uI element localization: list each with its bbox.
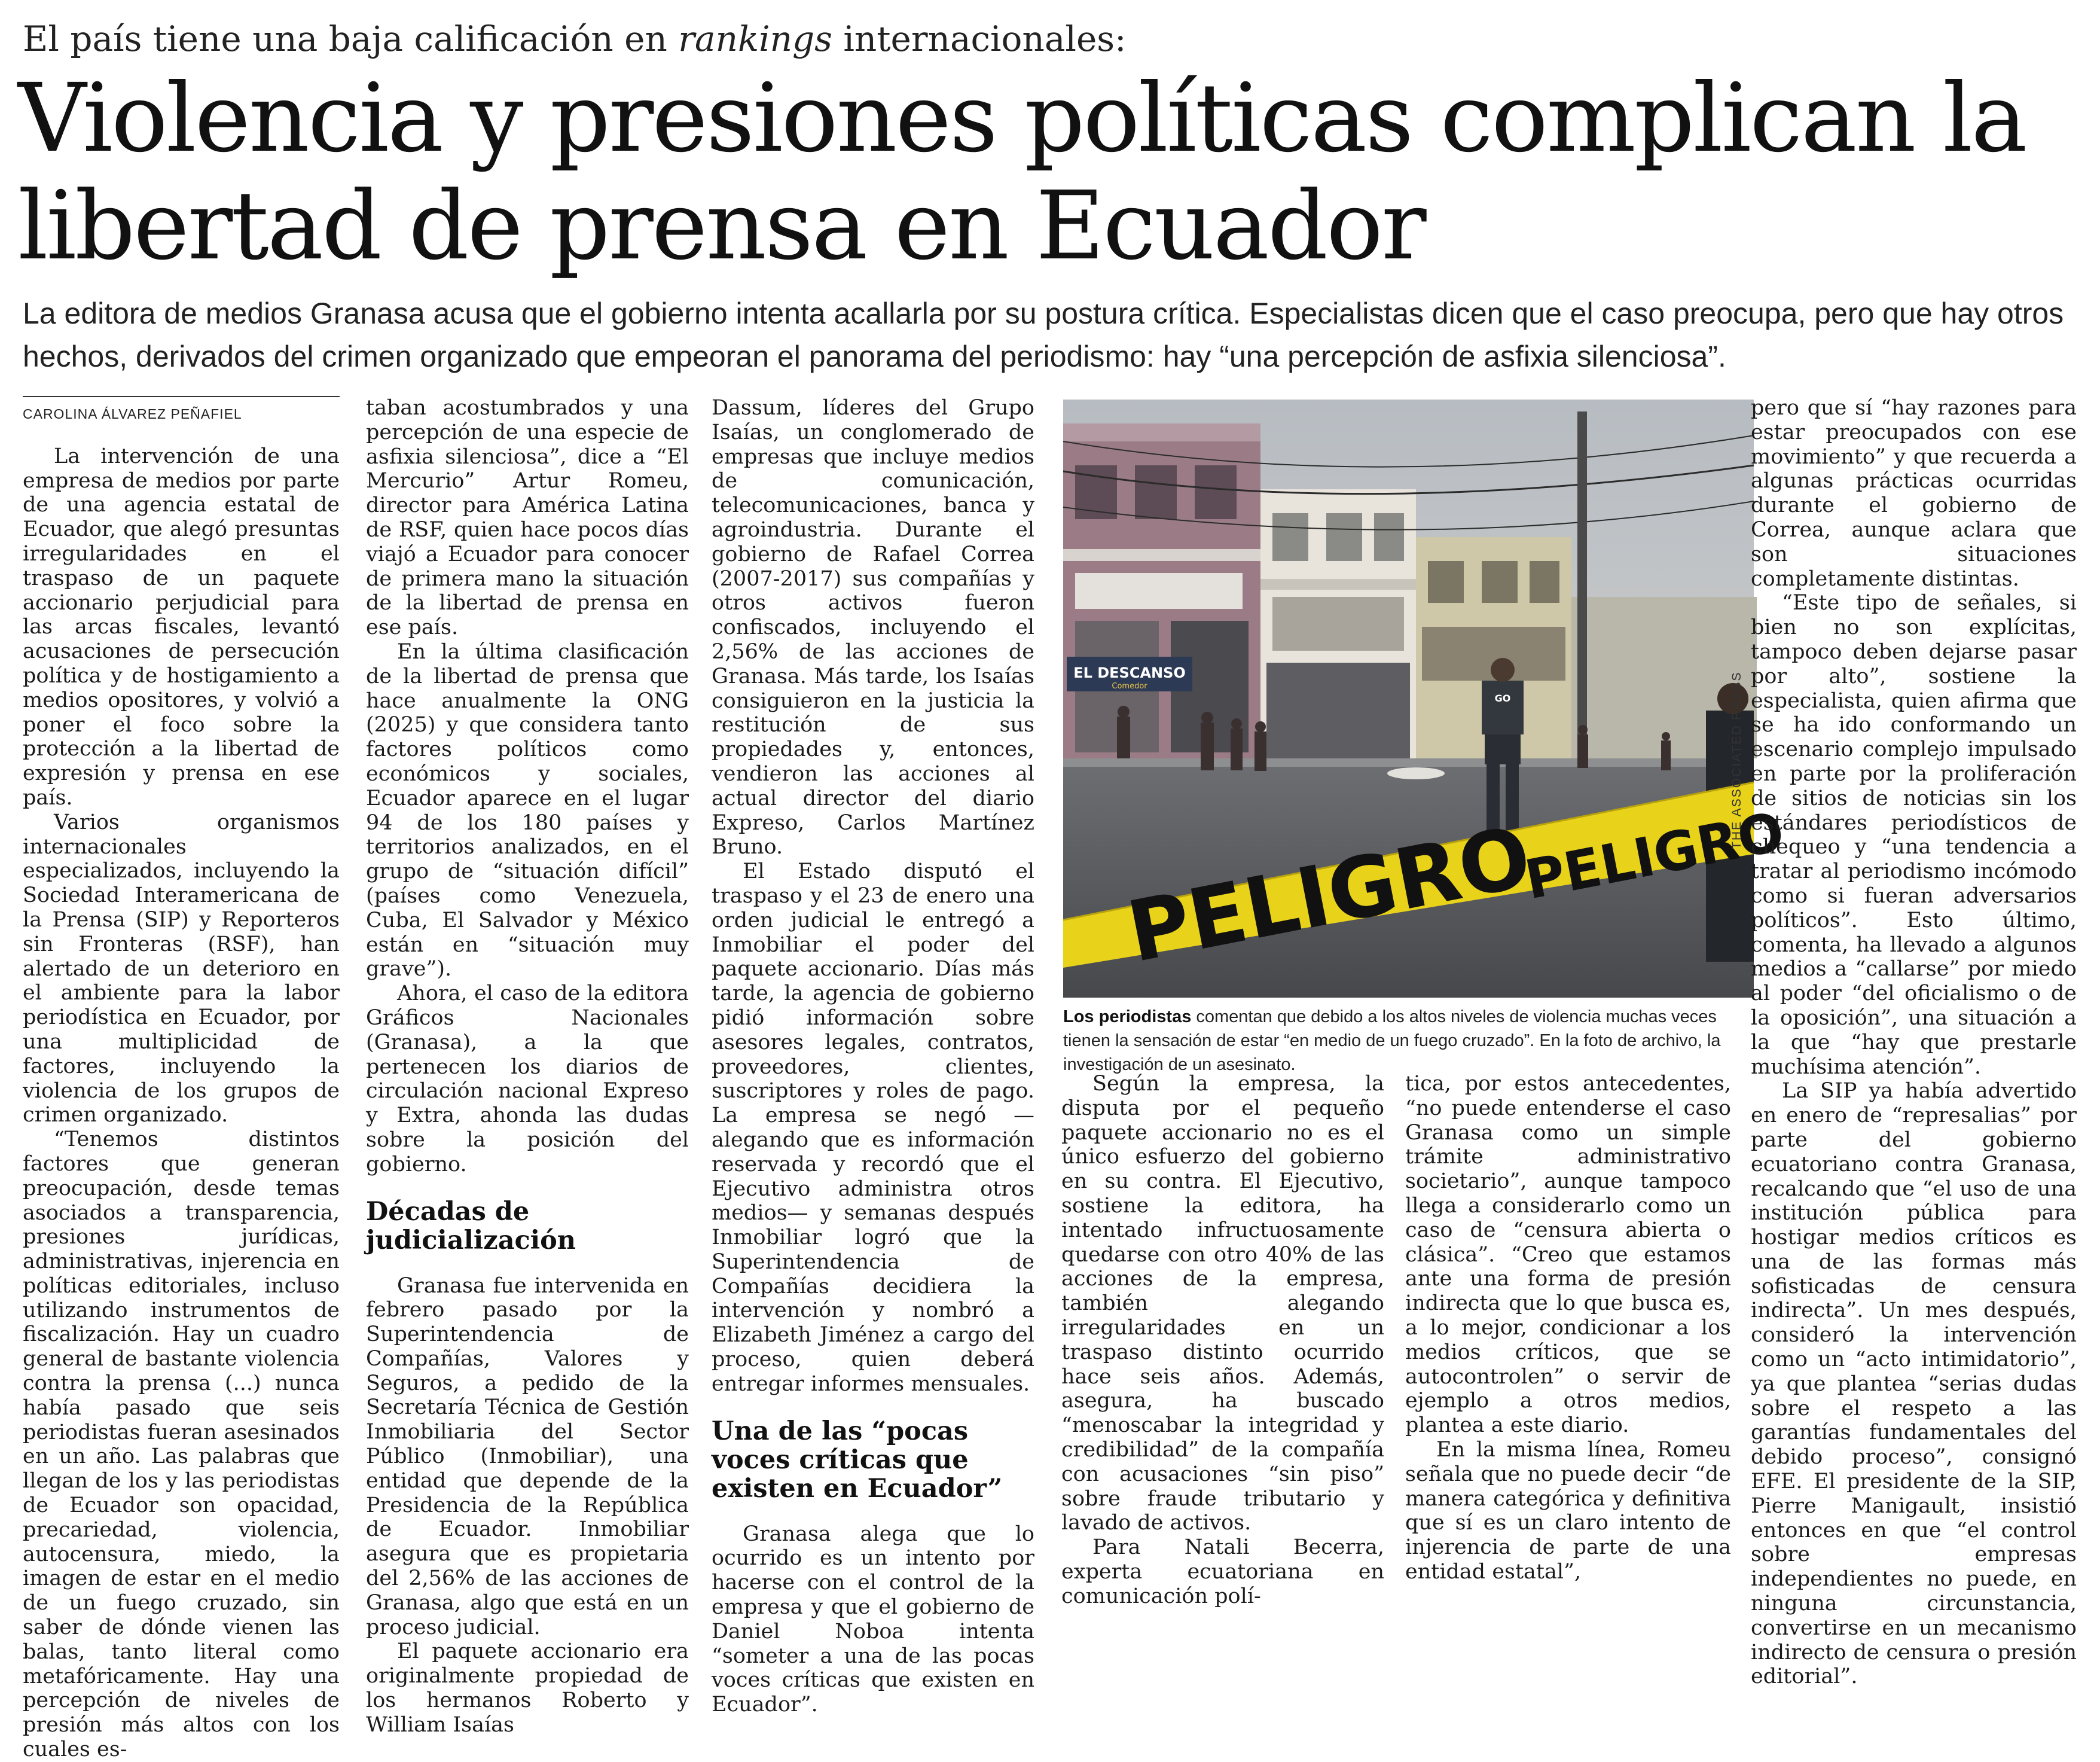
paragraph: Según la empresa, la disputa por el pequeño paquete accionario no es el único esfuerzo del gobierno en su contra. El Ejecutivo, sostiene la editora, ha intentado infructuosamente quedarse con otro 40% de las acciones de la empresa, también alegando irregularidades en un traspaso distinto ocurrido hace seis años. Además, asegura, ha buscado “menoscabar la integridad y credibilidad” de la compañía con acusaciones “sin piso” sobre fraude tributario y lavado de activos. xyxy=(1061,1072,1384,1535)
kicker-text-end: internacionales: xyxy=(832,19,1127,59)
article-column-1 xyxy=(23,396,340,1762)
subhead-decadas: Décadas de judicialización xyxy=(366,1196,576,1255)
paragraph: En la misma línea, Romeu señala que no puede decir “de manera categórica y definitiva que sí es un claro intento de injerencia de parte de una entidad estatal”, xyxy=(1405,1437,1731,1584)
utility-pole xyxy=(1577,411,1587,758)
photo-credit: THE ASSOCIATED PRESS xyxy=(1730,671,1744,849)
article-column-5 xyxy=(1405,1072,1731,1584)
paragraph: pero que sí “hay razones para estar preocupados con ese movimiento” y que recuerda a algunas prácticas ocurridas durante el gobierno de Correa, aunque aclara que son situaciones completamente distintas. xyxy=(1751,396,2077,591)
kicker-text: El país tiene una baja calificación en xyxy=(23,19,679,59)
paragraph: La SIP ya había advertido en enero de “represalias” por parte del gobierno ecuatoriano contra Granasa, recalcando que “el uso de una institución pública para hostigar medios críticos es una de las formas más sofisticadas de censura indirecta”. Un mes después, consideró la intervención como un “acto intimidatorio”, ya que plantea “serias dudas sobre el respeto a las garantías fundamentales del debido proceso”, consignó EFE. El presidente de la SIP, Pierre Manigault, insistió entonces en que “el control sobre empresas independientes no puede, en ninguna circunstancia, convertirse en un mecanismo indirecto de censura o presión editorial”. xyxy=(1751,1079,2077,1689)
dek: La editora de medios Granasa acusa que el gobierno intenta acallarla por su postura crítica. Especialistas dicen que el caso preocupa, pero que hay otros hechos, derivados del crimen organizado que empeoran el panorama del periodismo: hay “una percepción de asfixia silenciosa”. xyxy=(23,297,2064,373)
paragraph: Ahora, el caso de la editora Gráficos Nacionales (Granasa), a la que pertenecen los diarios de circulación nacional Expreso y Extra, ahonda las dudas sobre la posición del gobierno. xyxy=(366,981,689,1176)
paragraph: Granasa fue intervenida en febrero pasado por la Superintendencia de Compañías, Valores y Seguros, a pedido de la Secretaría Técnica de Gestión Inmobiliaria del Sector Público (Inmobiliar), una entidad que depende de la Presidencia de la República de Ecuador. Inmobiliar asegura que es propietaria del 2,56% de las acciones de Granasa, algo que está en un proceso judicial. xyxy=(366,1273,689,1639)
article-column-3 xyxy=(712,396,1034,1717)
vest-text: GO xyxy=(1494,693,1511,704)
headline: Violencia y presiones políticas complican la libertad de prensa en Ecuador xyxy=(18,63,2026,281)
article-column-6 xyxy=(1751,396,2077,1689)
crime-scene-photo xyxy=(1063,400,1790,998)
tape-text-right: PELIGRO xyxy=(1520,800,1790,912)
paragraph: tica, por estos antecedentes, “no puede entenderse el caso Granasa como un simple trámite administrativo societario”, aunque tampoco llega a considerarlo como un caso de “censura abierta o clásica”. “Creo que estamos ante una forma de presión indirecta que lo que busca es, a lo mejor, condicionar a los medios críticos, que se autocontrolen” o servir de ejemplo a otros medios, plantea a este diario. xyxy=(1405,1072,1731,1438)
shop-sign-subtext: Comedor xyxy=(1112,682,1147,691)
kicker-italic: rankings xyxy=(678,19,832,59)
caption-text: comentan que debido a los altos niveles de violencia muchas veces tienen la sensación de estar “en medio de un fuego cruzado”. En la foto de archivo, la investigación de un asesinato. xyxy=(1063,1007,1721,1074)
shop-sign-text: EL DESCANSO xyxy=(1073,664,1186,681)
paragraph: Granasa alega que lo ocurrido es un intento por hacerse con el control de la empresa y que el gobierno de Daniel Noboa intenta “someter a una de las pocas voces críticas que existen en Ecuador”. xyxy=(712,1522,1034,1717)
paragraph: El paquete accionario era originalmente propiedad de los hermanos Roberto y William Isaías xyxy=(366,1639,689,1737)
caption-lead: Los periodistas xyxy=(1063,1007,1192,1026)
covered-body xyxy=(1387,767,1445,779)
photo-caption xyxy=(1063,1005,1739,1077)
paragraph: Varios organismos internacionales especializados, incluyendo la Sociedad Interamericana de la Prensa (SIP) y Reporteros sin Fronteras (RSF), han alertado de un deterioro en el ambiente para la labor periodística en Ecuador, por una multiplicidad de factores, incluyendo la violencia de los grupos de crimen organizado. xyxy=(23,810,340,1127)
byline: CAROLINA ÁLVAREZ PEÑAFIEL xyxy=(23,396,340,426)
paragraph: “Este tipo de señales, si bien no son explícitas, tampoco deben dejarse pasar por alto”, sostiene la especialista, quien afirma que se ha ido conformando un escenario complejo impulsado en parte por la proliferación de sitios de noticias sin los estándares periodísticos de chequeo y “una tendencia a tratar al periodismo incómodo como si fueran adversarios políticos”. Esto último, comenta, ha llevado a algunos medios a “callarse” por miedo al poder “del oficialismo o de la oposición”, una situación a la que “hay que prestarle muchísima atención”. xyxy=(1751,591,2077,1079)
paragraph: Para Natali Becerra, experta ecuatoriana en comunicación polí- xyxy=(1061,1535,1384,1608)
article-column-4 xyxy=(1061,1072,1384,1608)
kicker xyxy=(23,17,2068,61)
paragraph: “Tenemos distintos factores que generan preocupación, desde temas asociados a transparencia, presiones jurídicas, administrativas, injerencia en políticas editoriales, incluso utilizando instrumentos de fiscalización. Hay un cuadro general de bastante violencia contra la prensa (...) nunca había pasado que seis periodistas fueran asesinados en un año. Las palabras que llegan de los y las periodistas de Ecuador son opacidad, precariedad, violencia, autocensura, miedo, la imagen de estar en el medio de un fuego cruzado, sin saber de dónde vienen las balas, tanto literal como metafóricamente. Hay una percepción de niveles de presión más altos con los cuales es- xyxy=(23,1127,340,1762)
news-photo xyxy=(1063,400,1790,998)
article-column-2 xyxy=(366,396,689,1737)
paragraph: En la última clasificación de la libertad de prensa que hace anualmente la ONG (2025) y que considera tanto factores políticos como económicos y sociales, Ecuador aparece en el lugar 94 de los 180 países y territorios analizados, en el grupo de “situación difícil” (países como Venezuela, Cuba, El Salvador y México están en “situación muy grave”). xyxy=(366,639,689,981)
paragraph: Dassum, líderes del Grupo Isaías, un conglomerado de empresas que incluye medios de comunicación, telecomunicaciones, banca y agroindustria. Durante el gobierno de Rafael Correa (2007-2017) sus compañías y otros activos fueron confiscados, incluyendo el 2,56% de las acciones de Granasa. Más tarde, los Isaías consiguieron en la justicia la restitución de sus propiedades y, entonces, vendieron las acciones al actual director del diario Expreso, Carlos Martínez Bruno. xyxy=(712,396,1034,859)
paragraph: El Estado disputó el traspaso y el 23 de enero una orden judicial le entregó a Inmobiliar el poder del paquete accionario. Días más tarde, la agencia de gobierno pidió información sobre asesores legales, contratos, proveedores, clientes, suscriptores y roles de pago. La empresa se negó —alegando que es información reservada y recordó que el Ejecutivo administra otros medios— y semanas después Inmobiliar logró que la Superintendencia de Compañías decidiera la intervención y nombró a Elizabeth Jiménez a cargo del proceso, quien deberá entregar informes mensuales. xyxy=(712,859,1034,1396)
subhead-pocas-voces: Una de las “pocas voces críticas que existen en Ecuador” xyxy=(712,1416,1003,1504)
tape-text-left: PELIGRO xyxy=(1120,808,1539,982)
paragraph: taban acostumbrados y una percepción de una especie de asfixia silenciosa”, dice a “El Mercurio” Artur Romeu, director para América Latina de RSF, quien hace pocos días viajó a Ecuador para conocer de primera mano la situación de la libertad de prensa en ese país. xyxy=(366,396,689,640)
paragraph: La intervención de una empresa de medios por parte de una agencia estatal de Ecuador, que alegó presuntas irregularidades en el traspaso de un paquete accionario perjudicial para las arcas fiscales, levantó acusaciones de persecución política y de hostigamiento a medios opositores, y volvió a poner el foco sobre la protección a la libertad de expresión y prensa en ese país. xyxy=(23,444,340,810)
